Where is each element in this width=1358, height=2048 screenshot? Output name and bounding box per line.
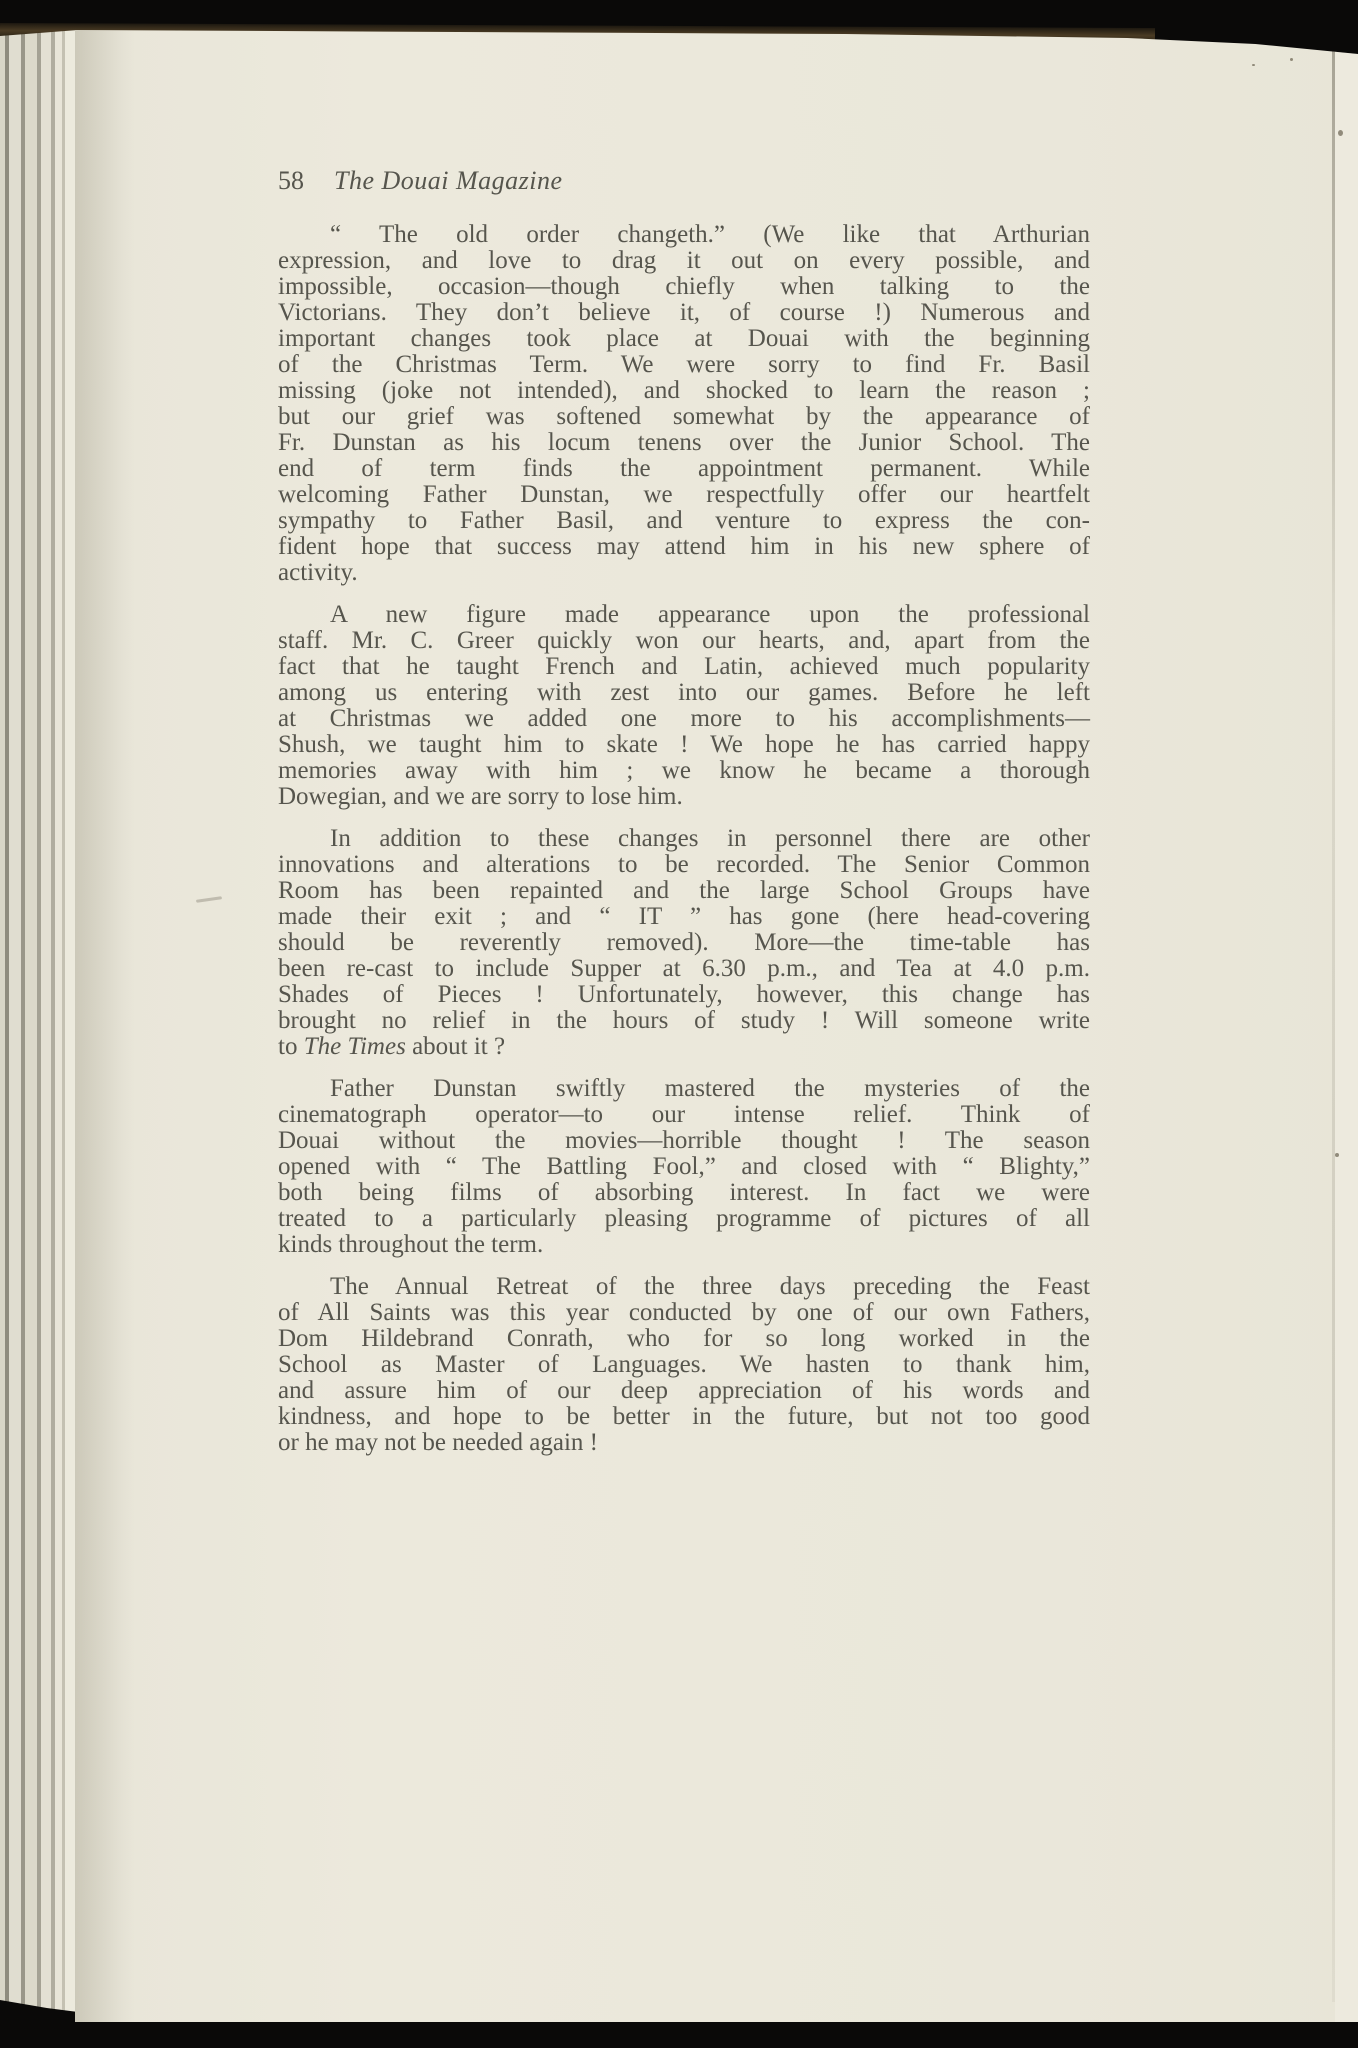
text-line (278, 248, 1090, 274)
text-segment: innovations and alterations to be recorded. The Senior Common (278, 851, 1090, 878)
text-segment: fact that he taught French and Latin, achieved much popularity (278, 653, 1090, 680)
text-segment: treated to a particularly pleasing programme of pictures of all (278, 1205, 1090, 1232)
paragraph (278, 602, 1090, 810)
text-segment: Victorians. They don’t believe it, of course !) Numerous and (278, 299, 1090, 326)
text-segment: memories away with him ; we know he became a thorough (278, 757, 1090, 784)
text-line (278, 680, 1090, 706)
text-segment: In addition to these changes in personnel there are other (330, 825, 1090, 852)
dust-speck (1338, 130, 1343, 136)
text-segment: expression, and love to drag it out on every possible, and (278, 247, 1090, 274)
page-body (278, 222, 1090, 1456)
text-segment: about it ? (405, 1033, 506, 1060)
text-line (278, 1430, 1090, 1456)
text-line (278, 326, 1090, 352)
text-segment: The Annual Retreat of the three days preceding the Feast (330, 1273, 1090, 1300)
paragraph (278, 826, 1090, 1060)
text-line (278, 758, 1090, 784)
text-segment: Fr. Dunstan as his locum tenens over the Junior School. The (278, 429, 1090, 456)
text-segment: made their exit ; and “ IT ” has gone (here head-covering (278, 903, 1090, 930)
text-segment: kindness, and hope to be better in the future, but not too good (278, 1403, 1090, 1430)
text-segment: important changes took place at Douai with the beginning (278, 325, 1090, 352)
text-line (278, 602, 1090, 628)
magazine-title: The Douai Magazine (334, 166, 563, 195)
text-segment: and assure him of our deep appreciation of his words and (278, 1377, 1090, 1404)
text-line (278, 300, 1090, 326)
text-line (278, 352, 1090, 378)
text-segment: Dowegian, and we are sorry to lose him. (278, 783, 683, 810)
text-segment: should be reverently removed). More—the time-table has (278, 929, 1090, 956)
text-segment: welcoming Father Dunstan, we respectfully offer our heartfelt (278, 481, 1090, 508)
text-line (278, 904, 1090, 930)
text-line (278, 982, 1090, 1008)
paragraph (278, 1274, 1090, 1456)
text-segment: “ The old order changeth.” (We like that Arthurian (330, 221, 1090, 248)
dust-speck (1290, 58, 1293, 61)
text-line (278, 1232, 1090, 1258)
text-line (278, 274, 1090, 300)
text-line (278, 706, 1090, 732)
text-line (278, 1008, 1090, 1034)
text-segment: of All Saints was this year conducted by one of our own Fathers, (278, 1299, 1090, 1326)
text-segment: brought no relief in the hours of study ! Will someone write (278, 1007, 1090, 1034)
text-segment: Shush, we taught him to skate ! We hope he has carried happy (278, 731, 1090, 758)
text-line (278, 826, 1090, 852)
text-segment: impossible, occasion—though chiefly when talking to the (278, 273, 1090, 300)
text-line (278, 930, 1090, 956)
text-segment: cinematograph operator—to our intense relief. Think of (278, 1101, 1090, 1128)
text-segment: Room has been repainted and the large School Groups have (278, 877, 1090, 904)
underlying-page-sliver (1335, 42, 1358, 2022)
text-line (278, 1326, 1090, 1352)
text-segment: School as Master of Languages. We hasten to thank him, (278, 1351, 1090, 1378)
text-line (278, 1352, 1090, 1378)
text-line (278, 1404, 1090, 1430)
text-segment: missing (joke not intended), and shocked to learn the reason ; (278, 377, 1090, 404)
text-line (278, 654, 1090, 680)
text-line (278, 534, 1090, 560)
text-line (278, 732, 1090, 758)
text-segment: sympathy to Father Basil, and venture to express the con- (278, 507, 1090, 534)
text-line (278, 482, 1090, 508)
dust-speck (1252, 64, 1255, 66)
text-line (278, 1300, 1090, 1326)
text-segment: fident hope that success may attend him in his new sphere of (278, 533, 1090, 560)
text-line (278, 1206, 1090, 1232)
text-line (278, 956, 1090, 982)
text-segment: both being films of absorbing interest. In fact we were (278, 1179, 1090, 1206)
dust-speck (1335, 1153, 1339, 1157)
text-line (278, 1180, 1090, 1206)
text-segment: to (278, 1033, 304, 1060)
text-segment: A new figure made appearance upon the professional (330, 601, 1090, 628)
text-line (278, 378, 1090, 404)
text-segment: Douai without the movies—horrible thought ! The season (278, 1127, 1090, 1154)
text-line (278, 1076, 1090, 1102)
page-gutter-shadow (75, 28, 135, 2022)
text-line (278, 560, 1090, 586)
text-line (278, 1102, 1090, 1128)
text-segment: but our grief was softened somewhat by the appearance of (278, 403, 1090, 430)
running-header (278, 168, 1090, 194)
text-segment: been re-cast to include Supper at 6.30 p.m., and Tea at 4.0 p.m. (278, 955, 1090, 982)
text-line (278, 456, 1090, 482)
text-line (278, 628, 1090, 654)
text-segment: staff. Mr. C. Greer quickly won our hearts, and, apart from the (278, 627, 1090, 654)
paragraph (278, 222, 1090, 586)
text-line (278, 404, 1090, 430)
text-line (278, 222, 1090, 248)
text-line (278, 430, 1090, 456)
text-segment: activity. (278, 559, 358, 586)
italic-text: The Times (303, 1033, 406, 1060)
text-line (278, 1154, 1090, 1180)
text-segment: or he may not be needed again ! (278, 1429, 599, 1456)
text-segment: among us entering with zest into our games. Before he left (278, 679, 1090, 706)
text-segment: at Christmas we added one more to his accomplishments— (278, 705, 1090, 732)
stacked-page-edges (0, 30, 78, 2012)
page-number: 58 (278, 166, 304, 195)
text-line (278, 878, 1090, 904)
text-segment: Dom Hildebrand Conrath, who for so long worked in the (278, 1325, 1090, 1352)
page-content (278, 168, 1090, 1456)
text-segment: opened with “ The Battling Fool,” and closed with “ Blighty,” (278, 1153, 1090, 1180)
text-segment: Shades of Pieces ! Unfortunately, however, this change has (278, 981, 1090, 1008)
text-segment: Father Dunstan swiftly mastered the mysteries of the (330, 1075, 1090, 1102)
text-line (278, 1034, 1090, 1060)
text-line (278, 1128, 1090, 1154)
text-line (278, 784, 1090, 810)
text-line (278, 1378, 1090, 1404)
text-segment: end of term finds the appointment permanent. While (278, 455, 1090, 482)
text-line (278, 1274, 1090, 1300)
paragraph (278, 1076, 1090, 1258)
text-segment: of the Christmas Term. We were sorry to find Fr. Basil (278, 351, 1090, 378)
text-line (278, 508, 1090, 534)
text-line (278, 852, 1090, 878)
text-segment: kinds throughout the term. (278, 1231, 544, 1258)
